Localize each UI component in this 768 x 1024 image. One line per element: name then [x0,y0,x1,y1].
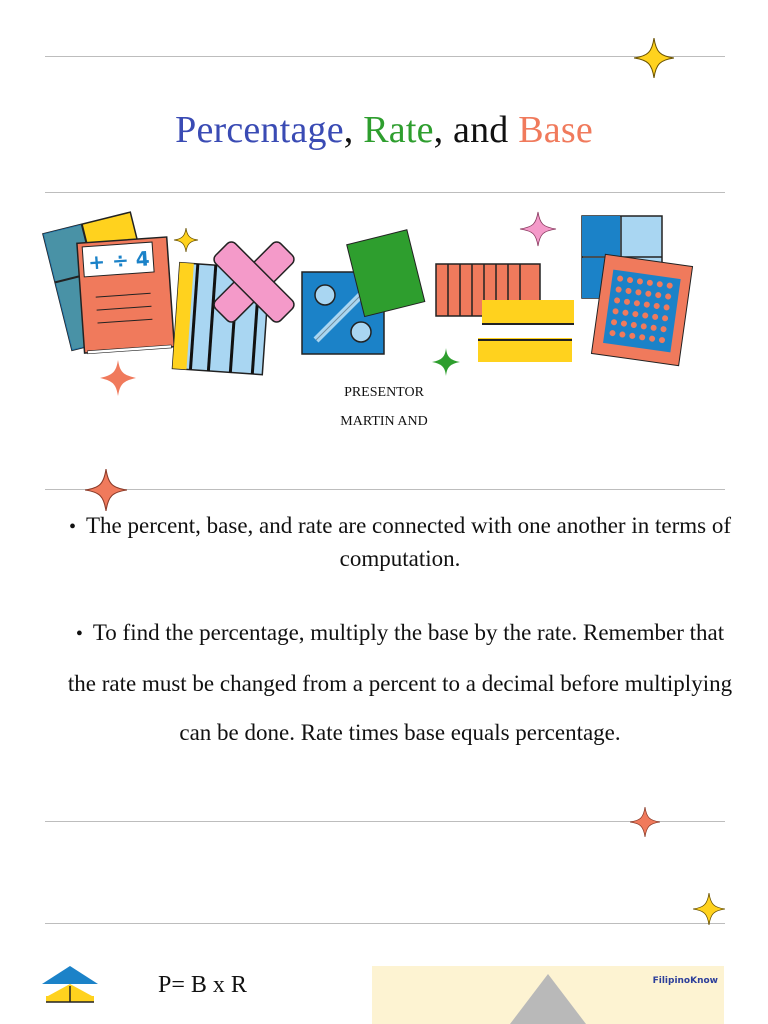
title-separator: , [343,109,364,151]
thumbnail-image [372,966,724,1024]
presentor-label: PRESENTOR [344,385,424,400]
bullet-text: To find the percentage, multiply the base by the rate. Remember that the rate must be changed from a percent to a decimal before multiplying can be done. Rate times base equals percentage. [67,620,733,745]
bullet-item [60,608,740,757]
divider-top [45,56,725,57]
presentor-name: MARTIN AND [340,414,428,429]
bullet-text: The percent, base, and rate are connected with one another in terms of computation. [86,513,731,571]
coral-star-icon [630,807,660,837]
divider-under-title [45,192,725,193]
page-title [0,108,768,152]
formula-text: P= B x R [158,972,247,998]
triangle-logo-icon [42,966,98,1006]
yellow-star-icon [693,893,725,925]
notebook-symbols: + ÷ 4 [87,246,151,275]
title-base: Base [518,109,593,151]
coral-star-icon [85,469,127,511]
math-illustration [36,200,736,410]
divider-mid [45,489,725,490]
bullet-dot-icon: • [68,516,76,538]
title-rate: Rate [363,109,434,151]
yellow-star-icon [634,38,674,78]
bullet-item [60,510,740,575]
thumbnail-logo: FilipinoKnow [652,976,718,986]
divider-lower [45,821,725,822]
divider-bottom [45,923,725,924]
gray-triangle-icon [372,966,724,1024]
title-percentage: Percentage [175,109,344,151]
bullet-dot-icon: • [75,623,83,645]
title-separator: , and [433,109,519,151]
